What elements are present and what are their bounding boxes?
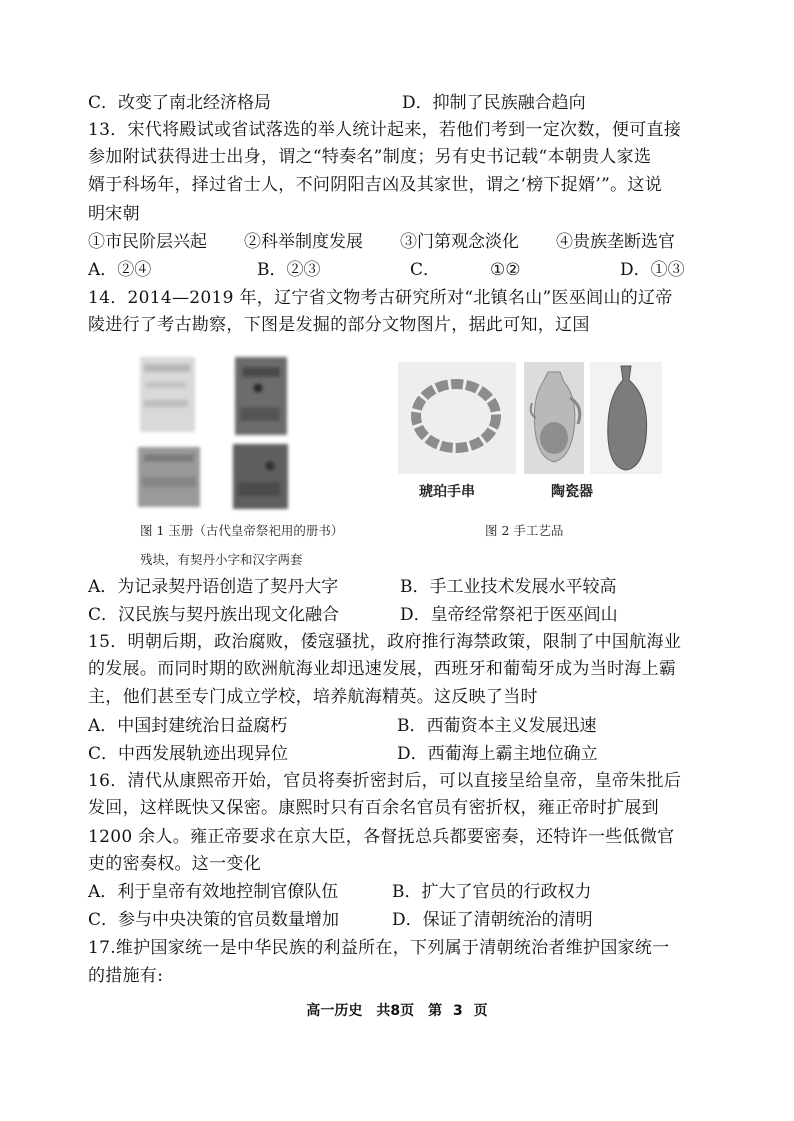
q13-item-2: ②科举制度发展 <box>244 232 363 252</box>
q16-line-2: 发回，这样既快又保密。康熙时只有百余名官员有密折权，雍正帝时扩展到 <box>88 798 659 818</box>
q13-option-c-value: ①② <box>490 260 521 280</box>
q13-line-2: 参加附试获得进士出身，谓之“特奏名”制度；另有史书记载“本朝贵人家选 <box>88 147 652 167</box>
q14-option-b: B．手工业技术发展水平较高 <box>400 577 617 597</box>
q13-line-1: 13．宋代将殿试或省试落选的举人统计起来，若他们考到一定次数，便可直接 <box>88 120 682 140</box>
q13-line-3: 婿于科场年，择过省士人，不问阴阳吉凶及其家世，谓之‘榜下捉婿’”。这说 <box>88 175 662 195</box>
handicrafts-image <box>398 358 666 476</box>
figure-2-caption: 图 2 手工艺品 <box>485 523 564 538</box>
q15-line-1: 15．明朝后期，政治腐败，倭寇骚扰，政府推行海禁政策，限制了中国航海业 <box>88 632 682 652</box>
q15-line-2: 的发展。而同时期的欧洲航海业却迅速发展，西班牙和葡萄牙成为当时海上霸 <box>88 659 677 679</box>
q15-line-3: 主，他们甚至专门成立学校，培养航海精英。这反映了当时 <box>88 687 538 707</box>
figure-1-caption-cont: 残块，有契丹小字和汉字两套 <box>140 552 303 567</box>
q16-line-4: 吏的密奏权。这一变化 <box>88 854 261 874</box>
q13-item-3: ③门第观念淡化 <box>400 232 519 252</box>
option-c-prev: C．改变了南北经济格局 <box>88 93 272 113</box>
page-footer: 高一历史 共8页 第 3 页 <box>306 1003 488 1019</box>
q15-option-a: A．中国封建统治日益腐朽 <box>88 716 288 736</box>
q14-option-d: D．皇帝经常祭祀于医巫闾山 <box>400 605 618 625</box>
q14-option-a: A．为记录契丹语创造了契丹大字 <box>88 577 339 597</box>
q16-option-a: A．利于皇帝有效地控制官僚队伍 <box>88 882 339 902</box>
q13-option-d: D．①③ <box>620 260 685 280</box>
q16-line-3: 1200 余人。雍正帝要求在京大臣，各督抚总兵都要密奏，还特许一些低微官 <box>88 827 675 847</box>
q17-line-2: 的措施有: <box>88 966 164 986</box>
q14-line-1: 14．2014—2019 年，辽宁省文物考古研究所对“北镇名山”医巫闾山的辽帝 <box>88 288 673 308</box>
q15-option-c: C．中西发展轨迹出现异位 <box>88 744 289 764</box>
q13-line-4: 明宋朝 <box>88 204 140 224</box>
q17-line-1: 17.维护国家统一是中华民族的利益所在，下列属于清朝统治者维护国家统一 <box>88 938 670 958</box>
q15-option-d: D．西葡海上霸主地位确立 <box>397 744 598 764</box>
q13-option-c: C． <box>410 260 441 280</box>
q13-option-b: B．②③ <box>257 260 321 280</box>
q16-line-1: 16．清代从康熙帝开始，官员将奏折密封后，可以直接呈给皇帝，皇帝朱批后 <box>88 771 682 791</box>
amber-bracelet-label: 琥珀手串 <box>419 484 475 500</box>
figure-1-caption: 图 1 玉册（古代皇帝祭祀用的册书） <box>140 523 344 538</box>
q13-item-4: ④贵族垄断选官 <box>556 232 675 252</box>
q14-line-2: 陵进行了考古勘察，下图是发掘的部分文物图片，据此可知，辽国 <box>88 315 590 335</box>
option-d-prev: D．抑制了民族融合趋向 <box>402 93 586 113</box>
q14-option-c: C．汉民族与契丹族出现文化融合 <box>88 605 340 625</box>
q16-option-c: C．参与中央决策的官员数量增加 <box>88 910 340 930</box>
jade-book-fragments-image <box>130 352 300 517</box>
q15-option-b: B．西葡资本主义发展迅速 <box>397 716 597 736</box>
q13-option-a: A．②④ <box>88 260 152 280</box>
q16-option-b: B．扩大了官员的行政权力 <box>392 882 592 902</box>
ceramics-label: 陶瓷器 <box>551 484 593 500</box>
q16-option-d: D．保证了清朝统治的清明 <box>392 910 593 930</box>
q13-item-1: ①市民阶层兴起 <box>88 232 207 252</box>
